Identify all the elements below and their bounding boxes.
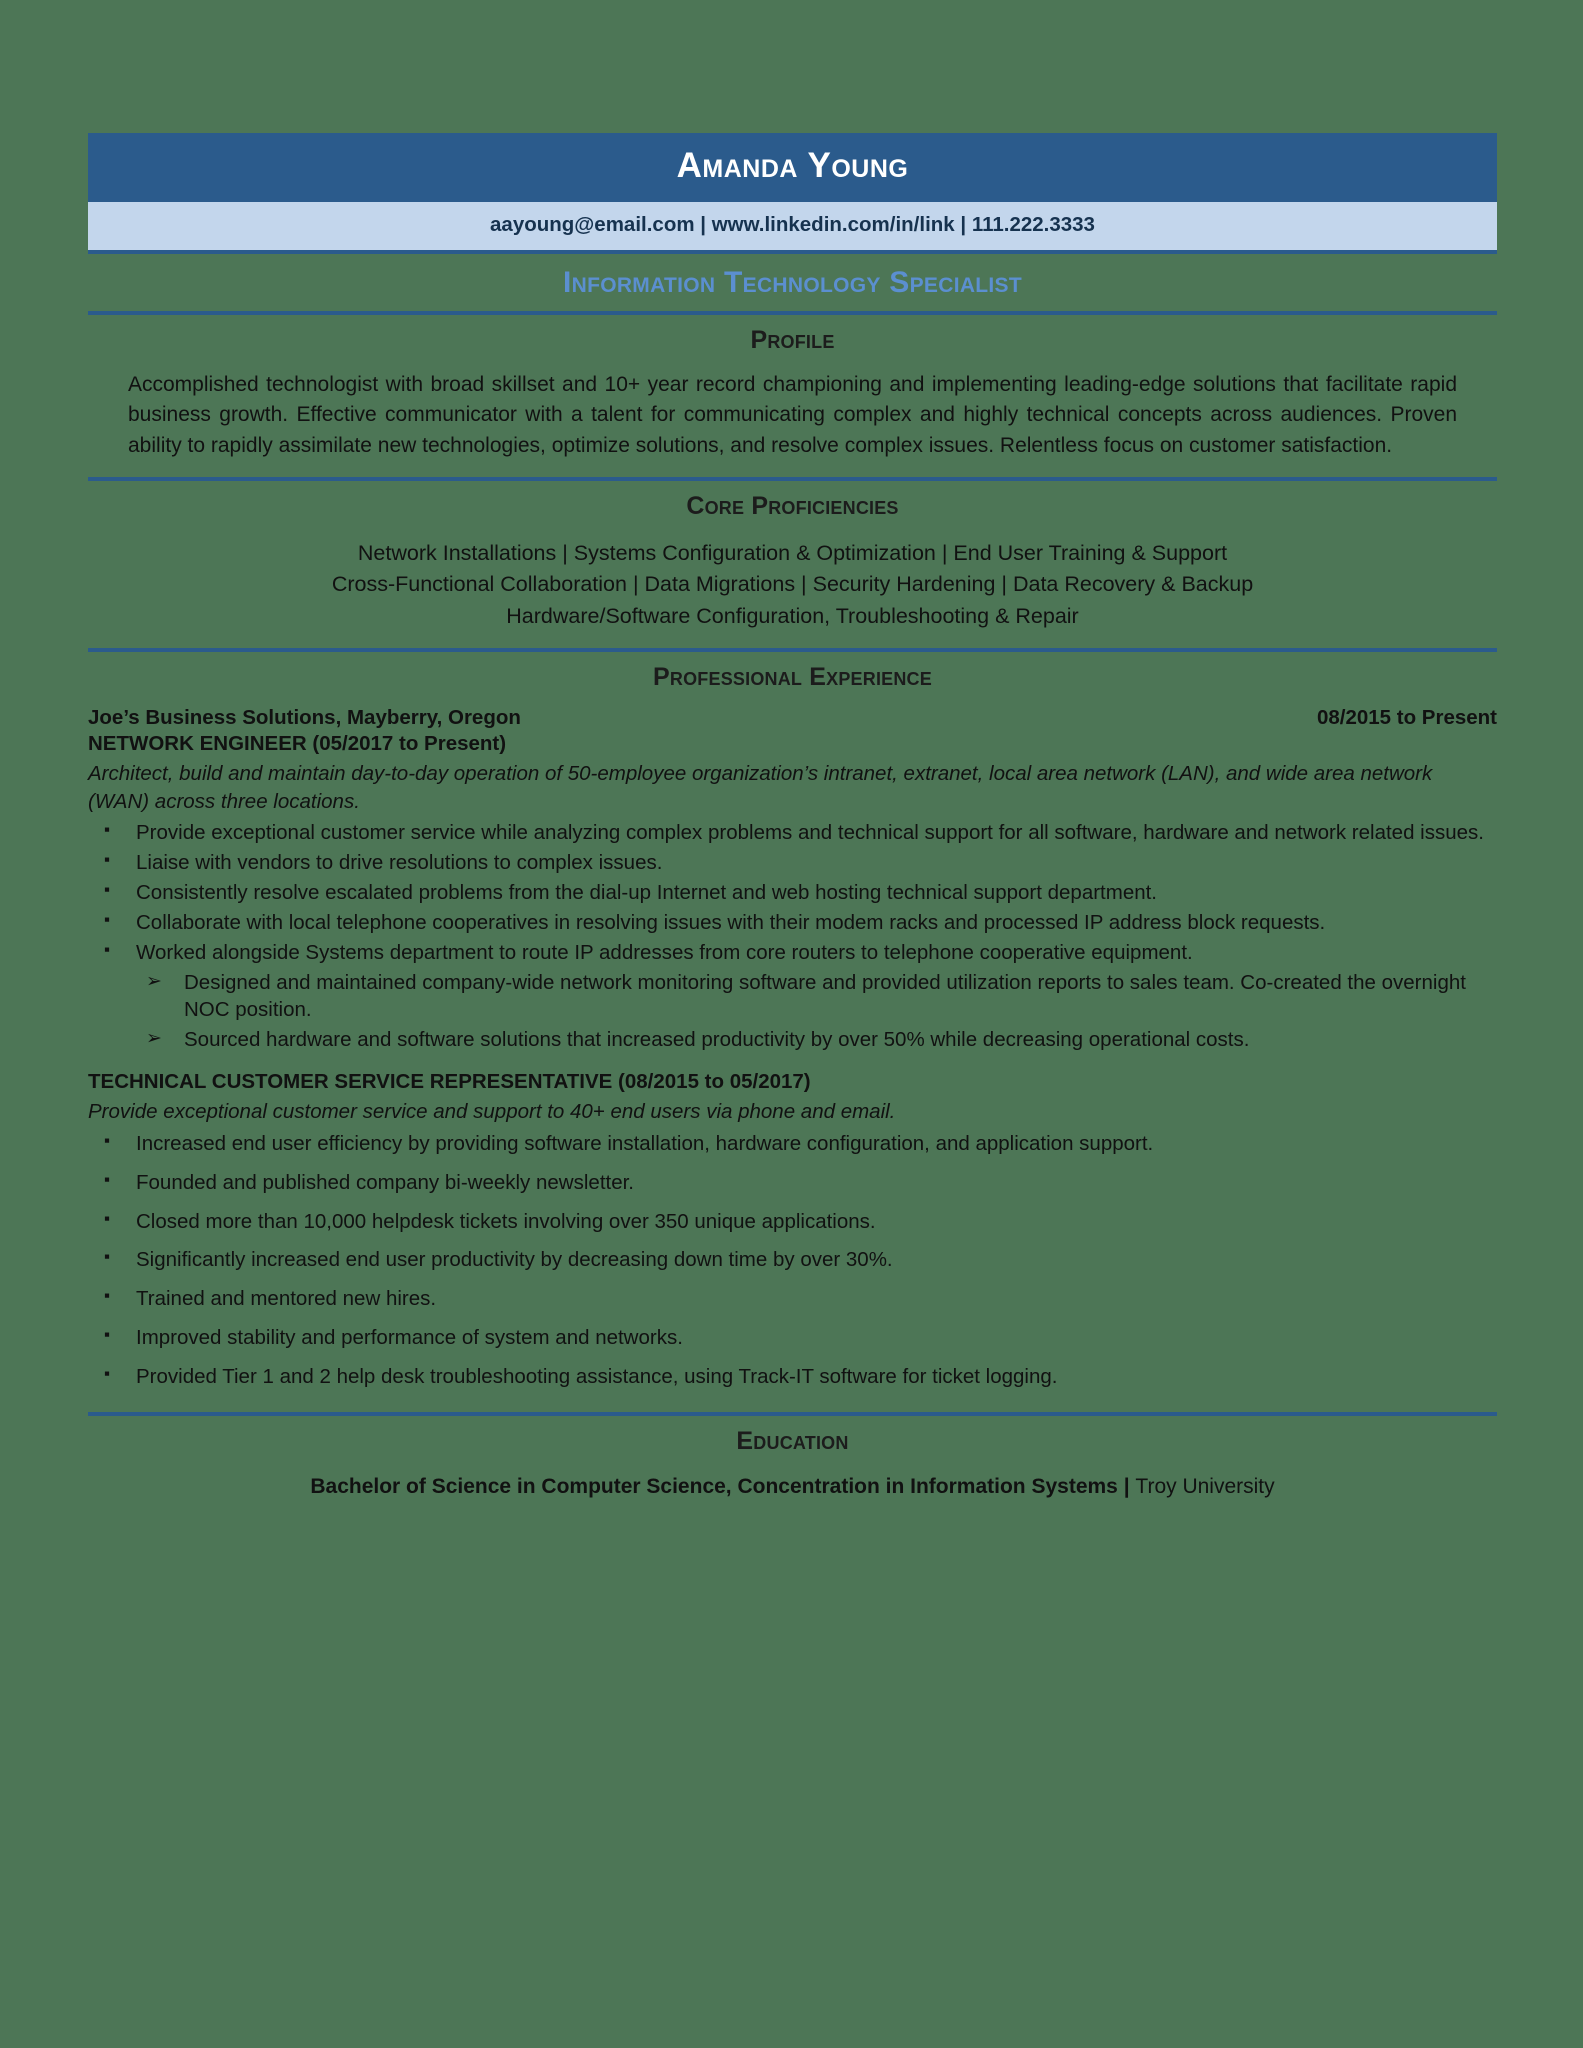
list-item: ➢ Sourced hardware and software solutions that increased productivity by over 50% while decreasing operational costs. [88,1026,1497,1054]
resume-document [88,133,1497,1499]
contact-banner [88,202,1497,250]
profile-heading: Profile [750,326,835,354]
education-separator: | [1117,1474,1136,1498]
profile-text: Accomplished technologist with broad skillset and 10+ year record championing and implementing leading-edge solutions that facilitate rapid business growth. Effective communicator with a talent for communicating complex and highly technical concepts across audiences. Proven ability to rapidly assimilate new technologies, optimize solutions, and resolve complex issues. Relentless focus on customer satisfaction. [128,373,1457,457]
experience-company-row [88,706,1497,730]
list-item: ➢ Designed and maintained company-wide network monitoring software and provided utilization reports to sales team. Co-created the overnight NOC position. [88,969,1497,1025]
candidate-name: Amanda Young [676,146,909,185]
spacer [88,1402,1497,1412]
core-proficiencies-heading: Core Proficiencies [686,492,899,521]
name-banner [88,133,1497,202]
core-proficiency-line: Hardware/Software Configuration, Troubleshooting & Repair [506,603,1079,628]
list-item: ▪ Increased end user efficiency by providing software installation, hardware configuration, and application support. [88,1130,1497,1158]
job-title-band [88,254,1497,311]
experience-entry [88,701,1497,1391]
list-item: ▪ Collaborate with local telephone cooperatives in resolving issues with their modem racks and processed IP address block requests. [88,909,1497,937]
education-entry [88,1465,1497,1499]
list-item: ▪ Closed more than 10,000 helpdesk tickets involving over 350 unique applications. [88,1208,1497,1236]
list-item: ▪ Improved stability and performance of system and networks. [88,1324,1497,1352]
experience-subbullet-list [88,969,1497,1055]
list-item: ▪ Worked alongside Systems department to route IP addresses from core routers to telephone cooperative equipment. [88,939,1497,967]
experience-dates: 08/2015 to Present [1316,705,1497,729]
experience-role-summary: Architect, build and maintain day-to-day operation of 50-employee organization’s intranet, extranet, local area network (LAN), and wide area network (WAN) across three locations. [88,761,1433,813]
education-degree: Bachelor of Science in Computer Science, Concentration in Information Systems [310,1474,1118,1498]
education-school: Troy University [1135,1474,1275,1498]
core-proficiency-line: Network Installations | Systems Configuration & Optimization | End User Training & Support [357,541,1228,566]
list-item: ▪ Trained and mentored new hires. [88,1285,1497,1313]
job-title: Information Technology Specialist [562,266,1022,299]
experience-role-title: NETWORK ENGINEER (05/2017 to Present) [88,731,507,755]
list-item: ▪ Significantly increased end user productivity by decreasing down time by over 30%. [88,1246,1497,1274]
experience-bullet-list-2 [88,1130,1497,1391]
core-proficiencies-list [88,530,1497,648]
list-item: ▪ Provided Tier 1 and 2 help desk troubleshooting assistance, using Track-IT software for ticket logging. [88,1363,1497,1391]
list-item: ▪ Liaise with vendors to drive resolutions to complex issues. [88,849,1497,877]
contact-line: aayoung@email.com | www.linkedin.com/in/link | 111.222.3333 [490,213,1095,236]
experience-heading: Professional Experience [653,662,932,691]
education-heading: Education [736,1426,849,1455]
experience-company: Joe’s Business Solutions, Mayberry, Oregon [88,705,521,729]
core-proficiency-line: Cross-Functional Collaboration | Data Migrations | Security Hardening | Data Recovery & Backup [331,572,1254,597]
experience-role-summary-2: Provide exceptional customer service and support to 40+ end users via phone and email. [88,1100,896,1124]
list-item: ▪ Provide exceptional customer service while analyzing complex problems and technical support for all software, hardware and network related issues. [88,819,1497,847]
list-item: ▪ Consistently resolve escalated problems from the dial-up Internet and web hosting technical support department. [88,879,1497,907]
experience-bullet-list [88,819,1497,966]
experience-role-title-2: TECHNICAL CUSTOMER SERVICE REPRESENTATIVE (08/2015 to 05/2017) [88,1070,811,1094]
list-item: ▪ Founded and published company bi-weekly newsletter. [88,1169,1497,1197]
